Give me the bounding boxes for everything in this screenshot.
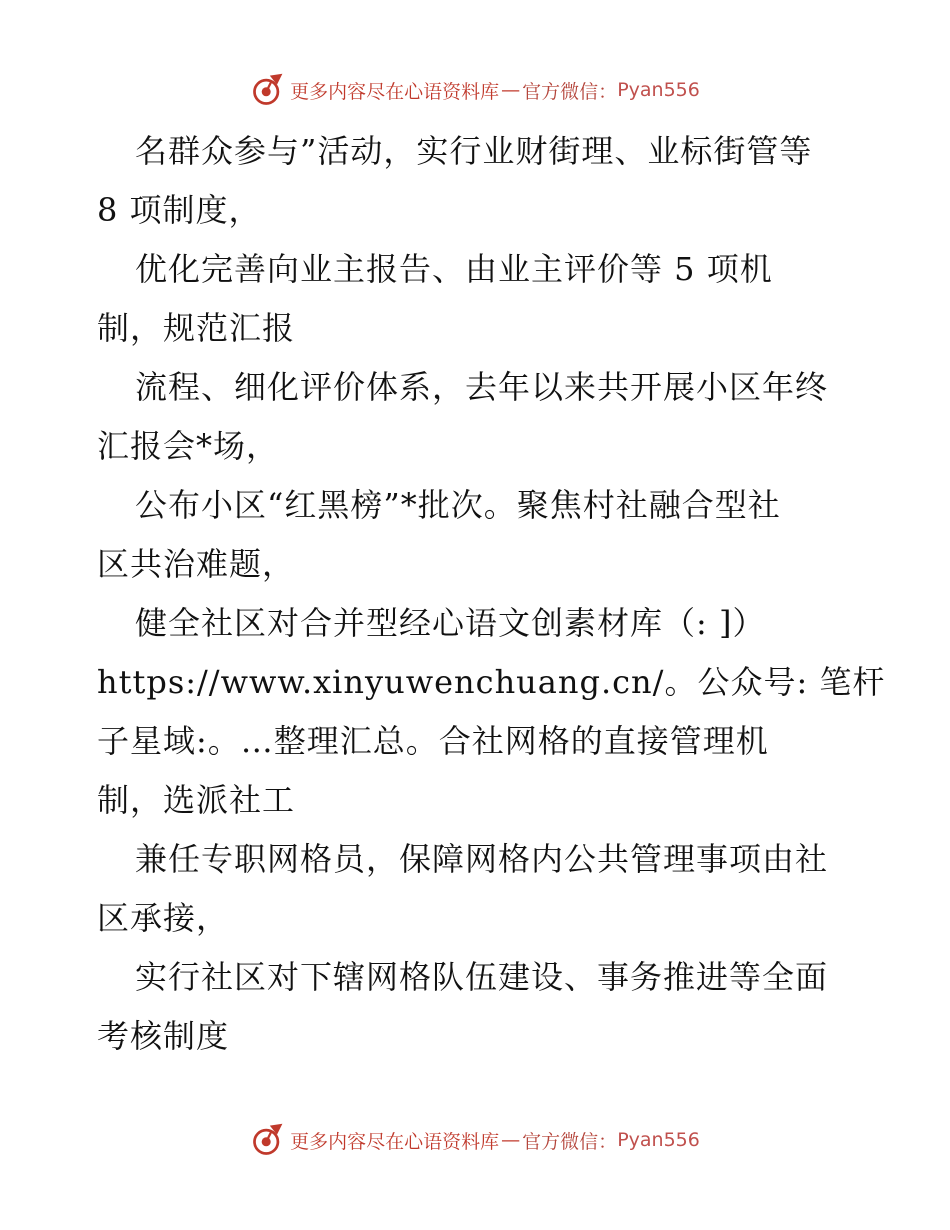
header-wechat-label: 官方微信：: [522, 80, 618, 103]
text-line: 名群众参与”活动，实行业财街理、业标街管等: [135, 132, 813, 170]
text-line: https://www.xinyuwenchuang.cn/。公众号: 笔杆: [97, 663, 886, 701]
text-line: 公布小区“红黑榜”*批次。聚焦村社融合型社: [135, 486, 781, 524]
text-line: 汇报会*场，: [97, 427, 280, 465]
footer-separator: —: [501, 1129, 521, 1151]
text-line: 8 项制度，: [97, 191, 262, 229]
text-line: 区共治难题，: [97, 545, 296, 583]
document-body: [97, 122, 886, 1066]
pen-nib-circle-icon: [250, 1122, 286, 1158]
text-line: 健全社区对合并型经心语文创素材库（: ]）: [135, 604, 766, 642]
pen-nib-circle-icon: [250, 72, 286, 108]
text-line: 优化完善向业主报告、由业主评价等 5 项机: [135, 250, 773, 288]
footer-wechat-label: 官方微信：: [522, 1130, 618, 1153]
text-line: 考核制度: [97, 1017, 230, 1055]
header-wechat-id: Pyan556: [617, 79, 700, 101]
header-brand: 更多内容尽在心语资料库: [290, 80, 500, 103]
text-line: 兼任专职网格员，保障网格内公共管理事项由社: [135, 840, 829, 878]
text-line: 制，选派社工: [97, 781, 296, 819]
text-line: 流程、细化评价体系，去年以来共开展小区年终: [135, 368, 829, 406]
footer-banner: [0, 1120, 950, 1160]
header-banner: [0, 70, 950, 110]
text-line: 子星域:。…整理汇总。合社网格的直接管理机: [97, 722, 769, 760]
footer-wechat-id: Pyan556: [617, 1129, 700, 1151]
text-line: 制，规范汇报: [97, 309, 296, 347]
header-separator: —: [501, 79, 521, 101]
text-line: 区承接，: [97, 899, 230, 937]
text-line: 实行社区对下辖网格队伍建设、事务推进等全面: [135, 958, 829, 996]
footer-brand: 更多内容尽在心语资料库: [290, 1130, 500, 1153]
